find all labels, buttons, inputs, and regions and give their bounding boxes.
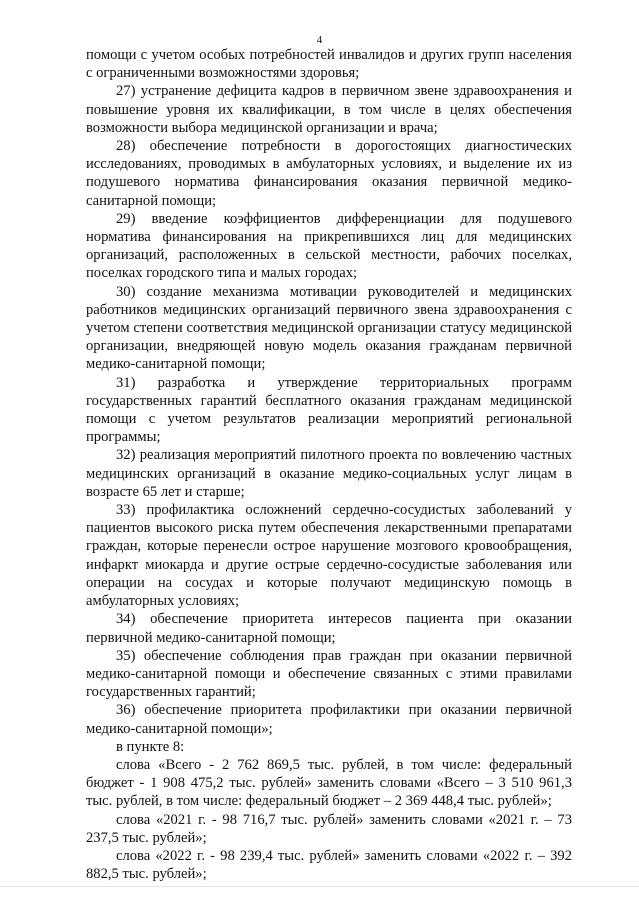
- paragraph-amendment-2022: слова «2022 г. - 98 239,4 тыс. рублей» заменить словами «2022 г. – 392 882,5 тыс. рублей»;: [86, 847, 572, 883]
- paragraph-item-34: 34) обеспечение приоритета интересов пациента при оказании первичной медико-санитарной помощи;: [86, 611, 572, 646]
- document-body: [86, 46, 572, 883]
- paragraph-item-33: 33) профилактика осложнений сердечно-сосудистых заболеваний у пациентов высокого риска путем обеспечения лекарственными препаратами граждан, которые перенесли острое нарушение мозгового кровообращения, инфаркт миокарда и другие острые сердечно-сосудистые заболевания или операции на сосудах и которые получают медицинскую помощь в амбулаторных условиях;: [86, 502, 572, 610]
- paragraph-item-30: 30) создание механизма мотивации руководителей и медицинских работников медицинских организаций первичного звена здравоохранения с учетом степени соответствия медицинской организации статусу медицинской организации, внедряющей новую модель оказания гражданам первичной медико-санитарной помощи;: [86, 283, 572, 373]
- paragraph-item-31: 31) разработка и утверждение территориальных программ государственных гарантий бесплатного оказания гражданам медицинской помощи с учетом результатов реализации мероприятий региональной программы;: [86, 374, 572, 446]
- paragraph-item-35: 35) обеспечение соблюдения прав граждан при оказании первичной медико-санитарной помощи и обеспечение связанных с этими правилами государственных гарантий;: [86, 647, 572, 701]
- page-number: 4: [316, 34, 323, 46]
- paragraph-point-8-heading: в пункте 8:: [116, 738, 185, 755]
- paragraph-item-29: 29) введение коэффициентов дифференциации для подушевого норматива финансирования на прикрепившихся лиц для медицинских организаций, расположенных в сельской местности, рабочих поселках, поселках городского типа и малых городах;: [86, 210, 572, 282]
- paragraph-item-32: 32) реализация мероприятий пилотного проекта по вовлечению частных медицинских организаций в оказание медико-социальных услуг лицам в возрасте 65 лет и старше;: [86, 447, 572, 500]
- paragraph-amendment-total: слова «Всего - 2 762 869,5 тыс. рублей, в том числе: федеральный бюджет - 1 908 475,2 тыс. рублей» заменить словами «Всего – 3 510 961,3 тыс. рублей, в том числе: федеральный бюджет – 2 369 448,4 тыс. рублей»;: [86, 756, 572, 810]
- paragraph-item-36: 36) обеспечение приоритета профилактики при оказании первичной медико-санитарной помощи»;: [86, 702, 572, 737]
- paragraph-continuation: помощи с учетом особых потребностей инвалидов и других групп населения с ограниченными возможностями здоровья;: [86, 47, 572, 82]
- paragraph-amendment-2021: слова «2021 г. - 98 716,7 тыс. рублей» заменить словами «2021 г. – 73 237,5 тыс. рублей»;: [86, 811, 572, 846]
- page-bottom-divider: [0, 886, 639, 887]
- paragraph-item-27: 27) устранение дефицита кадров в первичном звене здравоохранения и повышение уровня их квалификации, в том числе в целях обеспечения возможности выбора медицинской организации и врача;: [86, 83, 572, 136]
- paragraph-item-28: 28) обеспечение потребности в дорогостоящих диагностических исследованиях, проводимых в амбулаторных условиях, и выделение их из подушевого норматива финансирования оказания первичной медико-санитарной помощи;: [86, 138, 572, 209]
